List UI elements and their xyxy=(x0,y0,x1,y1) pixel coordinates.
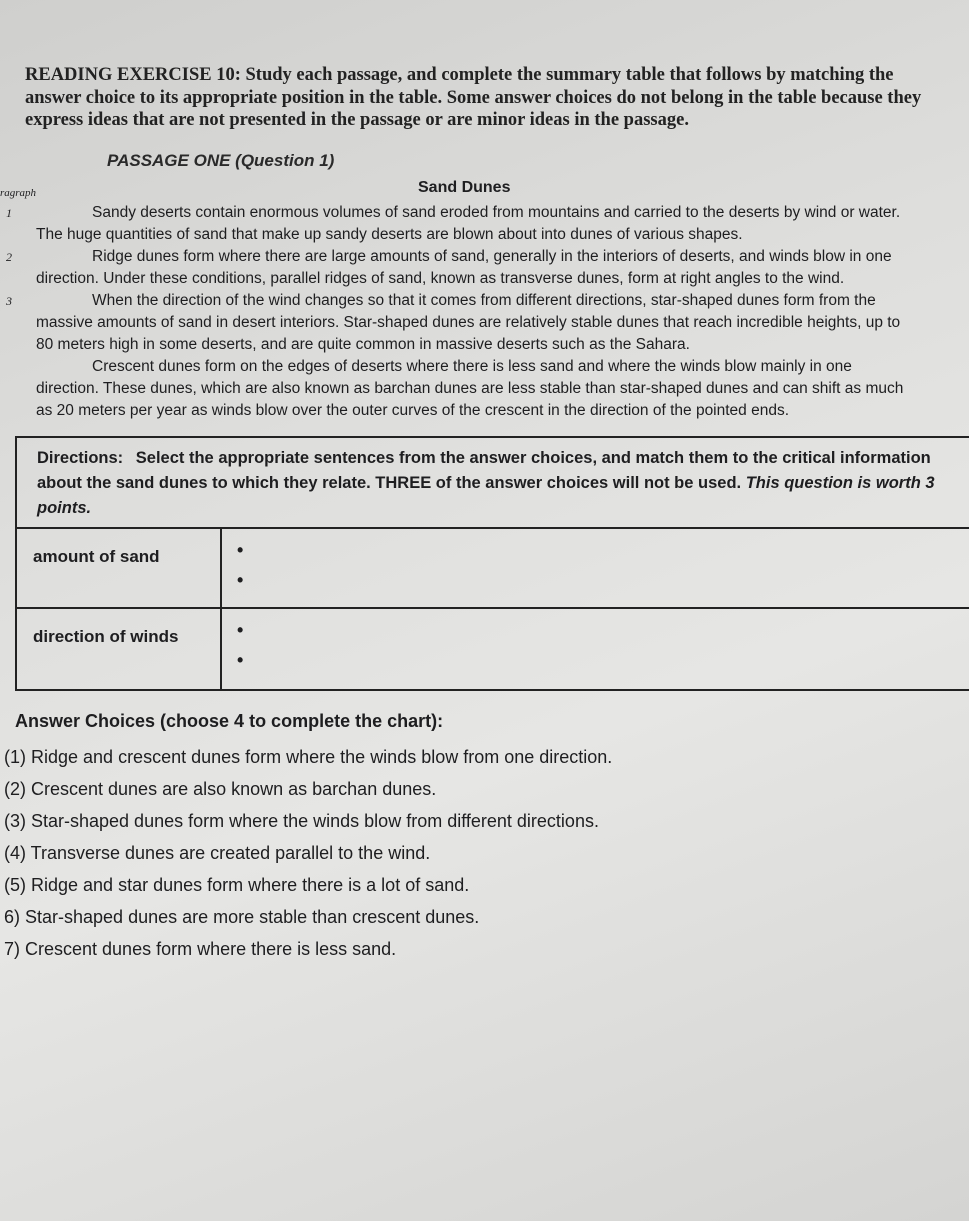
paragraph-text: When the direction of the wind changes so that it comes from different directions, star-shaped dunes form from the massive amounts of sand in desert interiors. Star-shaped dunes are relatively stable dunes that reach incredible heights, up to 80 meters high in some deserts, and are quite common in massive deserts such as the Sahara. xyxy=(36,291,901,353)
row-label: amount of sand xyxy=(17,529,222,607)
directions-label: Directions: xyxy=(37,448,124,467)
paragraph-3 xyxy=(0,290,969,356)
answer-choice[interactable]: 7) Crescent dunes form where there is less sand. xyxy=(4,938,397,959)
directions-emphasis: This question is worth 3 points. xyxy=(37,473,935,517)
answer-slot-bullet[interactable]: • xyxy=(237,619,244,640)
answer-choice[interactable]: (4) Transverse dunes are created parallel to the wind. xyxy=(4,842,431,863)
answer-slot-bullet[interactable]: • xyxy=(237,649,244,670)
paragraph-2 xyxy=(0,246,969,290)
paragraph-number: 1 xyxy=(6,205,12,220)
answer-slots[interactable] xyxy=(222,529,969,607)
passage-paragraphs xyxy=(0,202,969,422)
passage-label: PASSAGE ONE (Question 1) xyxy=(107,150,335,170)
answer-choices xyxy=(0,709,969,965)
paragraph-number: 2 xyxy=(6,249,12,264)
paragraph-4 xyxy=(0,356,969,422)
paragraph-number: 3 xyxy=(6,293,12,308)
summary-table xyxy=(15,436,969,691)
paragraph-text: Crescent dunes form on the edges of deserts where there is less sand and where the winds blow mainly in one direction. These dunes, which are also known as barchan dunes are less stable than star-shaped dunes and can shift as much as 20 meters per year as winds blow over the outer curves of the crescent in the direction of the pointed ends. xyxy=(36,357,904,419)
paragraph-column-label: ragraph xyxy=(0,186,37,199)
passage-title: Sand Dunes xyxy=(418,178,511,196)
table-row-amount-of-sand xyxy=(17,529,969,609)
passage-title-row xyxy=(0,178,969,202)
answer-choice[interactable]: (1) Ridge and crescent dunes form where the winds blow from one direction. xyxy=(4,746,613,767)
row-label: direction of winds xyxy=(17,609,222,689)
answer-choice[interactable]: (2) Crescent dunes are also known as barchan dunes. xyxy=(4,778,437,799)
table-row-direction-of-winds xyxy=(17,609,969,689)
paragraph-text: Ridge dunes form where there are large amounts of sand, generally in the interiors of deserts, and winds blow in one direction. Under these conditions, parallel ridges of sand, known as transverse dunes, form at right angles to the wind. xyxy=(36,247,892,287)
exercise-text: Study each passage, and complete the summary table that follows by matching the answer choice to its appropriate position in the table. Some answer choices do not belong in the table because they express ideas that are not presented in the passage or are minor ideas in the passage. xyxy=(25,65,922,130)
answer-choices-header: Answer Choices (choose 4 to complete the chart): xyxy=(15,710,444,731)
directions-text: Select the appropriate sentences from the answer choices, and match them to the critical information about the sand dunes to which they relate. THREE of the answer choices will not be used. xyxy=(37,448,931,492)
answer-choice[interactable]: (3) Star-shaped dunes form where the winds blow from different directions. xyxy=(4,810,599,831)
answer-choice[interactable]: (5) Ridge and star dunes form where there is a lot of sand. xyxy=(4,874,470,895)
answer-slots[interactable] xyxy=(222,609,969,689)
paragraph-1 xyxy=(0,202,969,246)
exercise-label: READING EXERCISE 10: xyxy=(25,65,241,85)
answer-slot-bullet[interactable]: • xyxy=(237,569,244,590)
table-directions xyxy=(17,438,969,529)
paragraph-text: Sandy deserts contain enormous volumes of sand eroded from mountains and carried to the deserts by wind or water. The huge quantities of sand that make up sandy deserts are blown about into dunes of various shapes. xyxy=(36,203,901,243)
answer-choice[interactable]: 6) Star-shaped dunes are more stable than crescent dunes. xyxy=(4,906,480,927)
answer-slot-bullet[interactable]: • xyxy=(237,539,244,560)
exercise-instructions xyxy=(25,64,935,132)
